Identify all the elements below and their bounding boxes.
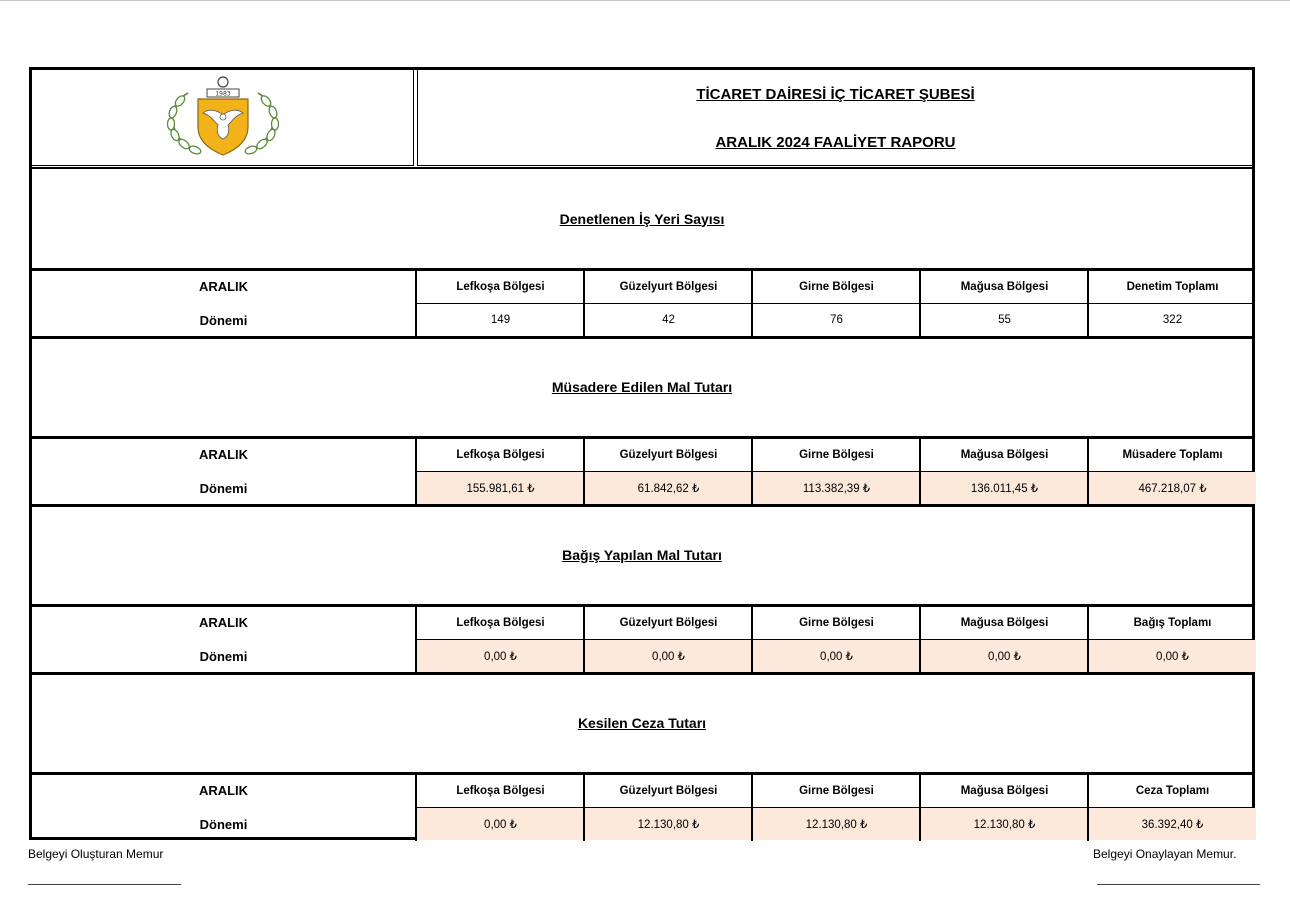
value-cell: 0,00 ₺ bbox=[753, 640, 920, 672]
column-divider bbox=[583, 607, 585, 673]
value-cell: 12.130,80 ₺ bbox=[585, 808, 752, 840]
value-cell: 0,00 ₺ bbox=[585, 640, 752, 672]
period-month-label: ARALIK bbox=[198, 783, 249, 798]
period-label: Dönemi bbox=[199, 817, 248, 832]
row-divider bbox=[415, 807, 1252, 808]
period-label: Dönemi bbox=[199, 313, 248, 328]
column-divider bbox=[919, 439, 921, 505]
column-divider bbox=[751, 607, 753, 673]
column-divider bbox=[919, 271, 921, 337]
section-data-row bbox=[32, 271, 1252, 337]
column-header: Mağusa Bölgesi bbox=[960, 281, 1049, 293]
period-label: Dönemi bbox=[199, 481, 248, 496]
row-divider bbox=[415, 639, 1252, 640]
column-header: Güzelyurt Bölgesi bbox=[619, 449, 718, 461]
column-header: Lefkoşa Bölgesi bbox=[456, 617, 545, 629]
report-header bbox=[32, 70, 1252, 167]
approved-by-label: Belgeyi Onaylayan Memur. bbox=[1093, 847, 1237, 861]
column-header: Güzelyurt Bölgesi bbox=[619, 617, 718, 629]
column-header: Ceza Toplamı bbox=[1135, 785, 1210, 797]
column-divider bbox=[415, 607, 417, 673]
value-cell: 0,00 ₺ bbox=[921, 640, 1088, 672]
column-header: Girne Bölgesi bbox=[799, 281, 874, 293]
value-cell: 36.392,40 ₺ bbox=[1089, 808, 1256, 840]
created-by-label: Belgeyi Oluşturan Memur bbox=[28, 847, 164, 861]
column-divider bbox=[415, 775, 417, 841]
svg-text:1983: 1983 bbox=[214, 90, 231, 97]
row-divider bbox=[415, 303, 1252, 304]
approved-by-signature-line bbox=[1097, 884, 1260, 885]
column-divider bbox=[1087, 439, 1089, 505]
coat-of-arms-icon bbox=[158, 75, 288, 161]
report-title: ARALIK 2024 FAALİYET RAPORU bbox=[715, 134, 956, 151]
period-month-label: ARALIK bbox=[198, 447, 249, 462]
value-cell: 322 bbox=[1162, 314, 1183, 326]
row-divider bbox=[415, 471, 1252, 472]
column-header: Lefkoşa Bölgesi bbox=[456, 785, 545, 797]
section-title: Denetlenen İş Yeri Sayısı bbox=[559, 210, 725, 227]
value-cell: 467.218,07 ₺ bbox=[1089, 472, 1256, 504]
region-grid bbox=[415, 775, 1252, 841]
column-divider bbox=[583, 439, 585, 505]
column-header: Mağusa Bölgesi bbox=[960, 449, 1049, 461]
region-grid bbox=[415, 271, 1252, 337]
page-top-rule bbox=[0, 0, 1290, 1]
section-data-row bbox=[32, 607, 1252, 673]
column-header: Denetim Toplamı bbox=[1126, 281, 1219, 293]
report-section bbox=[32, 505, 1252, 673]
value-cell: 42 bbox=[662, 314, 675, 326]
value-cell: 12.130,80 ₺ bbox=[753, 808, 920, 840]
created-by-signature-line bbox=[28, 884, 181, 885]
section-title: Müsadere Edilen Mal Tutarı bbox=[551, 378, 733, 395]
value-cell: 76 bbox=[830, 314, 843, 326]
column-header: Girne Bölgesi bbox=[799, 449, 874, 461]
report-section bbox=[32, 673, 1252, 841]
column-divider bbox=[1087, 271, 1089, 337]
value-cell: 149 bbox=[490, 314, 511, 326]
report-section bbox=[32, 169, 1252, 337]
column-header: Lefkoşa Bölgesi bbox=[456, 449, 545, 461]
region-grid bbox=[415, 607, 1252, 673]
emblem-cell bbox=[32, 70, 414, 166]
column-header: Güzelyurt Bölgesi bbox=[619, 281, 718, 293]
title-cell bbox=[417, 70, 1253, 166]
column-divider bbox=[919, 775, 921, 841]
value-cell: 12.130,80 ₺ bbox=[921, 808, 1088, 840]
column-divider bbox=[751, 775, 753, 841]
column-header: Güzelyurt Bölgesi bbox=[619, 785, 718, 797]
period-label: Dönemi bbox=[199, 649, 248, 664]
column-divider bbox=[1087, 607, 1089, 673]
column-divider bbox=[415, 439, 417, 505]
column-divider bbox=[919, 607, 921, 673]
report-section bbox=[32, 337, 1252, 505]
value-cell: 61.842,62 ₺ bbox=[585, 472, 752, 504]
column-divider bbox=[583, 775, 585, 841]
column-divider bbox=[415, 271, 417, 337]
value-cell: 113.382,39 ₺ bbox=[753, 472, 920, 504]
section-data-row bbox=[32, 439, 1252, 505]
department-title: TİCARET DAİRESİ İÇ TİCARET ŞUBESİ bbox=[696, 86, 975, 103]
section-title: Kesilen Ceza Tutarı bbox=[577, 714, 707, 731]
value-cell: 155.981,61 ₺ bbox=[417, 472, 584, 504]
column-header: Lefkoşa Bölgesi bbox=[456, 281, 545, 293]
column-header: Mağusa Bölgesi bbox=[960, 617, 1049, 629]
period-month-label: ARALIK bbox=[198, 615, 249, 630]
column-divider bbox=[1087, 775, 1089, 841]
section-title: Bağış Yapılan Mal Tutarı bbox=[562, 546, 722, 563]
value-cell: 0,00 ₺ bbox=[417, 808, 584, 840]
column-header: Mağusa Bölgesi bbox=[960, 785, 1049, 797]
period-month-label: ARALIK bbox=[198, 279, 249, 294]
column-header: Müsadere Toplamı bbox=[1122, 449, 1223, 461]
section-data-row bbox=[32, 775, 1252, 841]
region-grid bbox=[415, 439, 1252, 505]
value-cell: 136.011,45 ₺ bbox=[921, 472, 1088, 504]
value-cell: 0,00 ₺ bbox=[417, 640, 584, 672]
column-header: Girne Bölgesi bbox=[799, 785, 874, 797]
column-divider bbox=[751, 439, 753, 505]
value-cell: 55 bbox=[998, 314, 1011, 326]
column-header: Bağış Toplamı bbox=[1133, 617, 1212, 629]
column-divider bbox=[583, 271, 585, 337]
column-header: Girne Bölgesi bbox=[799, 617, 874, 629]
report-table bbox=[29, 67, 1255, 840]
column-divider bbox=[751, 271, 753, 337]
value-cell: 0,00 ₺ bbox=[1089, 640, 1256, 672]
